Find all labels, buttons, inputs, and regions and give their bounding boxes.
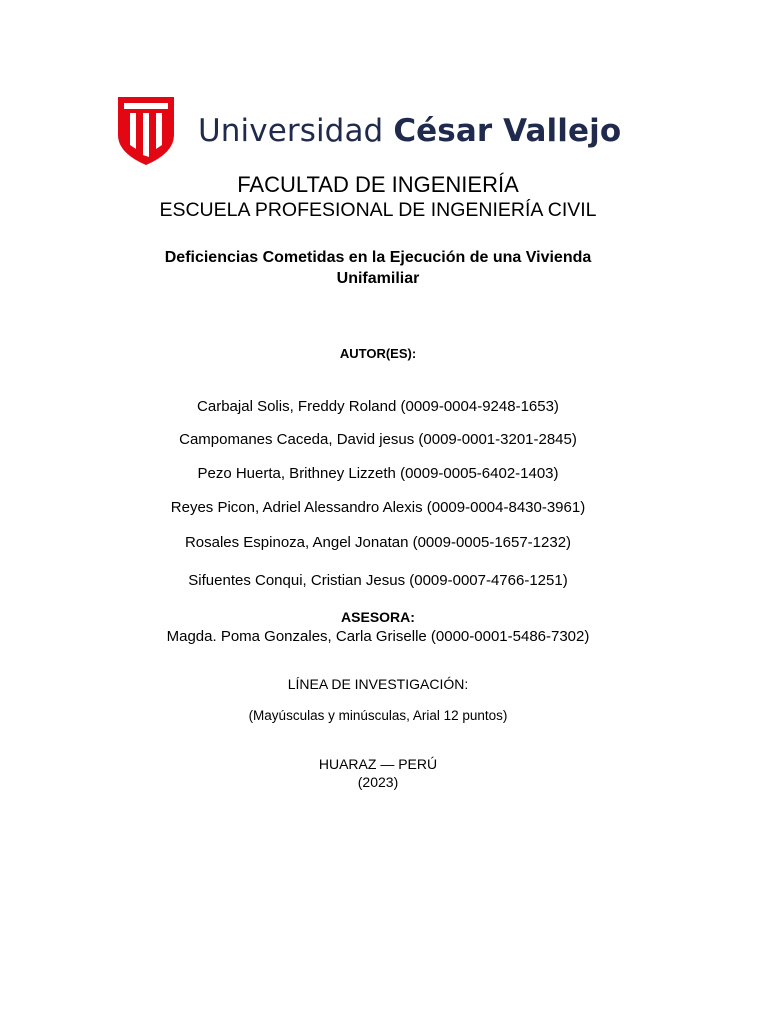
authors-label: AUTOR(ES): xyxy=(339,346,417,361)
author-item: Rosales Espinoza, Angel Jonatan (0009-0005-1657-1232) xyxy=(184,534,572,551)
thesis-title xyxy=(0,247,756,289)
thesis-title-line-2: Unifamiliar xyxy=(336,270,420,287)
advisor-label: ASESORA: xyxy=(341,609,415,625)
author-item: Carbajal Solis, Freddy Roland (0009-0004-9248-1653) xyxy=(197,398,559,415)
research-line-label: LÍNEA DE INVESTIGACIÓN: xyxy=(287,676,469,692)
author-item: Sifuentes Conqui, Cristian Jesus (0009-0007-4766-1251) xyxy=(188,572,568,589)
author-item: Campomanes Caceda, David jesus (0009-0001-3201-2845) xyxy=(179,431,577,448)
faculty-title: FACULTAD DE INGENIERÍA xyxy=(237,172,519,197)
research-line-note: (Mayúsculas y minúsculas, Arial 12 puntos) xyxy=(248,708,508,723)
place-text: HUARAZ — PERÚ xyxy=(318,756,438,772)
shield-logo-icon xyxy=(118,97,174,165)
thesis-title-line-1: Deficiencias Cometidas en la Ejecución de una Vivienda xyxy=(164,249,592,266)
university-name-bold: César Vallejo xyxy=(393,112,622,149)
university-name xyxy=(198,112,622,149)
year-text: (2023) xyxy=(357,774,399,790)
author-item: Pezo Huerta, Brithney Lizzeth (0009-0005-6402-1403) xyxy=(197,465,559,482)
school-title: ESCUELA PROFESIONAL DE INGENIERÍA CIVIL xyxy=(159,199,597,221)
advisor-name: Magda. Poma Gonzales, Carla Griselle (0000-0001-5486-7302) xyxy=(166,628,590,645)
author-item: Reyes Picon, Adriel Alessandro Alexis (0009-0004-8430-3961) xyxy=(170,499,586,516)
university-logo xyxy=(118,96,621,166)
university-name-regular: Universidad xyxy=(198,112,384,149)
